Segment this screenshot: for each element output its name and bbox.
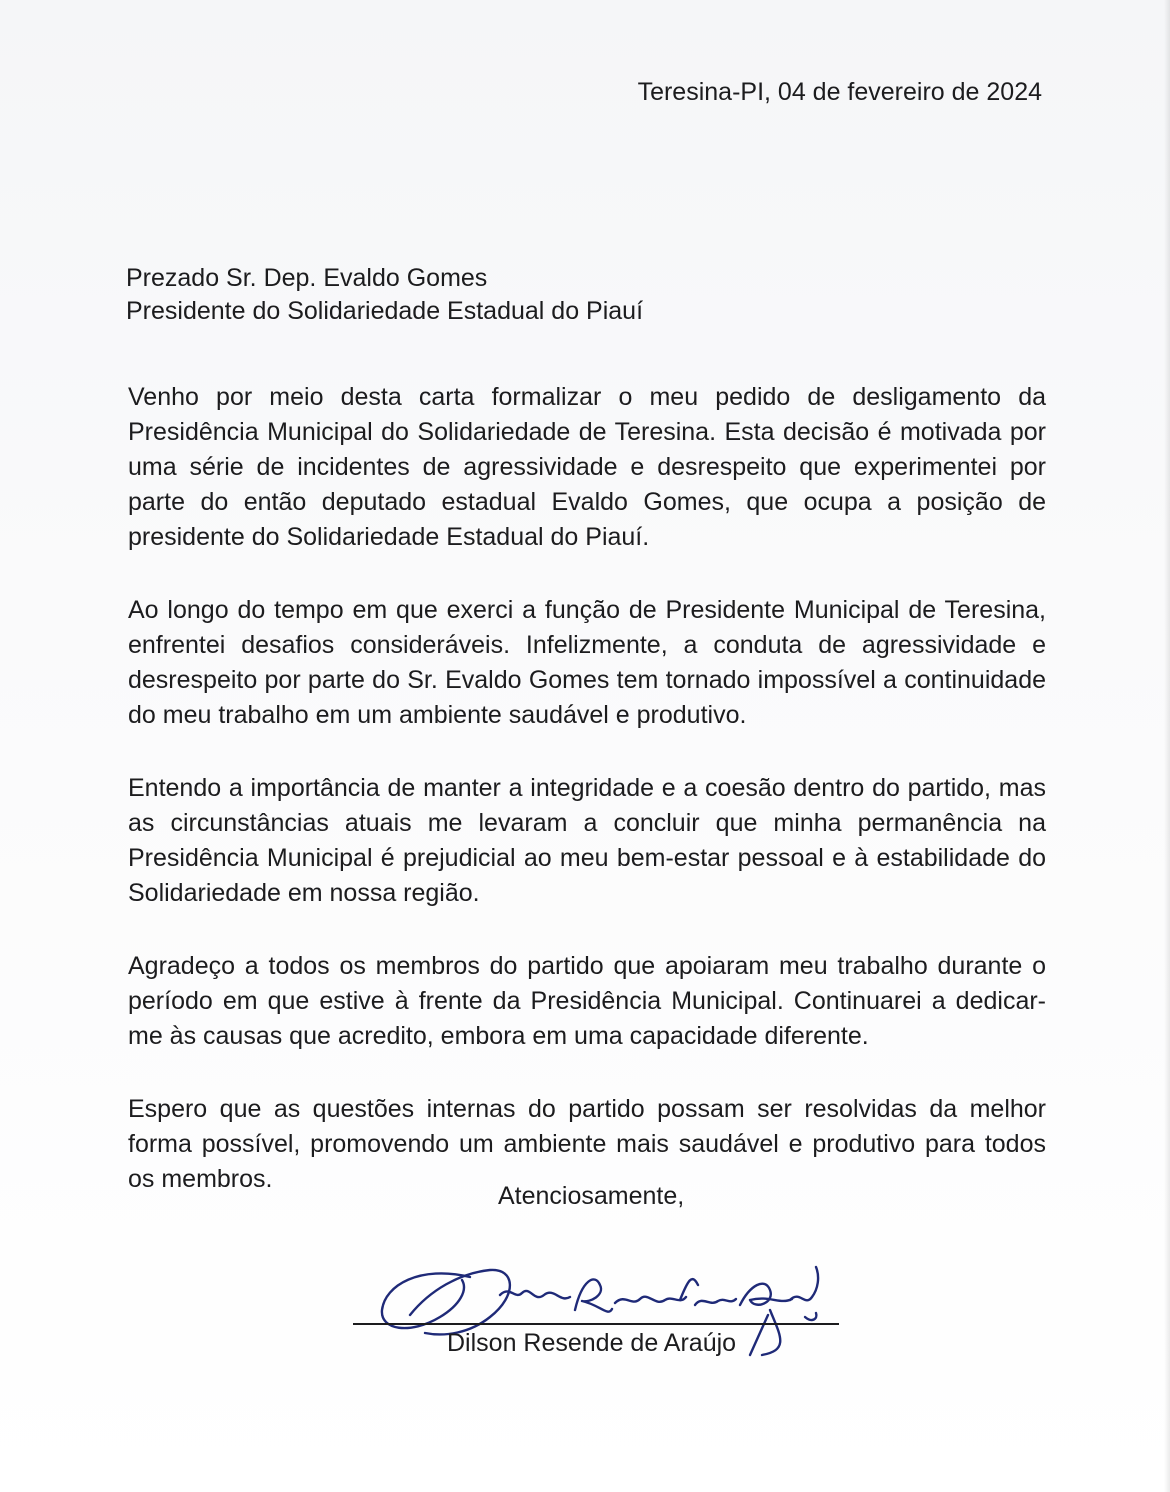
closing-text: Atenciosamente, — [498, 1182, 685, 1210]
paragraph-1: Venho por meio desta carta formalizar o meu pedido de desligamento da Presidência Municipal do Solidariedade de Teresina. Esta decisão é motivada por uma série de incidentes de agressividade e desrespeito que experimentei por parte do então deputado estadual Evaldo Gomes, que ocupa a posição de presidente do Solidariedade Estadual do Piauí. — [128, 383, 1046, 551]
recipient-title: Presidente do Solidariedade Estadual do Piauí — [126, 297, 644, 325]
signature-line — [353, 1323, 839, 1325]
signature-block — [350, 1255, 850, 1375]
letter-body — [128, 380, 1046, 1235]
paragraph-3: Entendo a importância de manter a integridade e a coesão dentro do partido, mas as circunstâncias atuais me levaram a concluir que minha permanência na Presidência Municipal é prejudicial ao meu bem-estar pessoal e à estabilidade do Solidariedade em nossa região. — [128, 774, 1046, 907]
paragraph-2: Ao longo do tempo em que exerci a função de Presidente Municipal de Teresina, enfrentei desafios consideráveis. Infelizmente, a conduta de agressividade e desrespeito por parte do Sr. Evaldo Gomes tem tornado impossível a continuidade do meu trabalho em um ambiente saudável e produtivo. — [128, 596, 1046, 729]
paragraph-5: Espero que as questões internas do partido possam ser resolvidas da melhor forma possível, promovendo um ambiente mais saudável e produtivo para todos os membros. — [128, 1095, 1046, 1193]
recipient-salutation: Prezado Sr. Dep. Evaldo Gomes — [126, 264, 488, 292]
paragraph-4: Agradeço a todos os membros do partido que apoiaram meu trabalho durante o período em que estive à frente da Presidência Municipal. Continuarei a dedicar-me às causas que acredito, embora em uma capacidade diferente. — [128, 952, 1046, 1050]
signer-name: Dilson Resende de Araújo — [447, 1329, 737, 1357]
page-edge-shadow — [1164, 0, 1170, 1492]
date-line: Teresina-PI, 04 de fevereiro de 2024 — [637, 78, 1042, 106]
recipient-block — [126, 262, 643, 328]
